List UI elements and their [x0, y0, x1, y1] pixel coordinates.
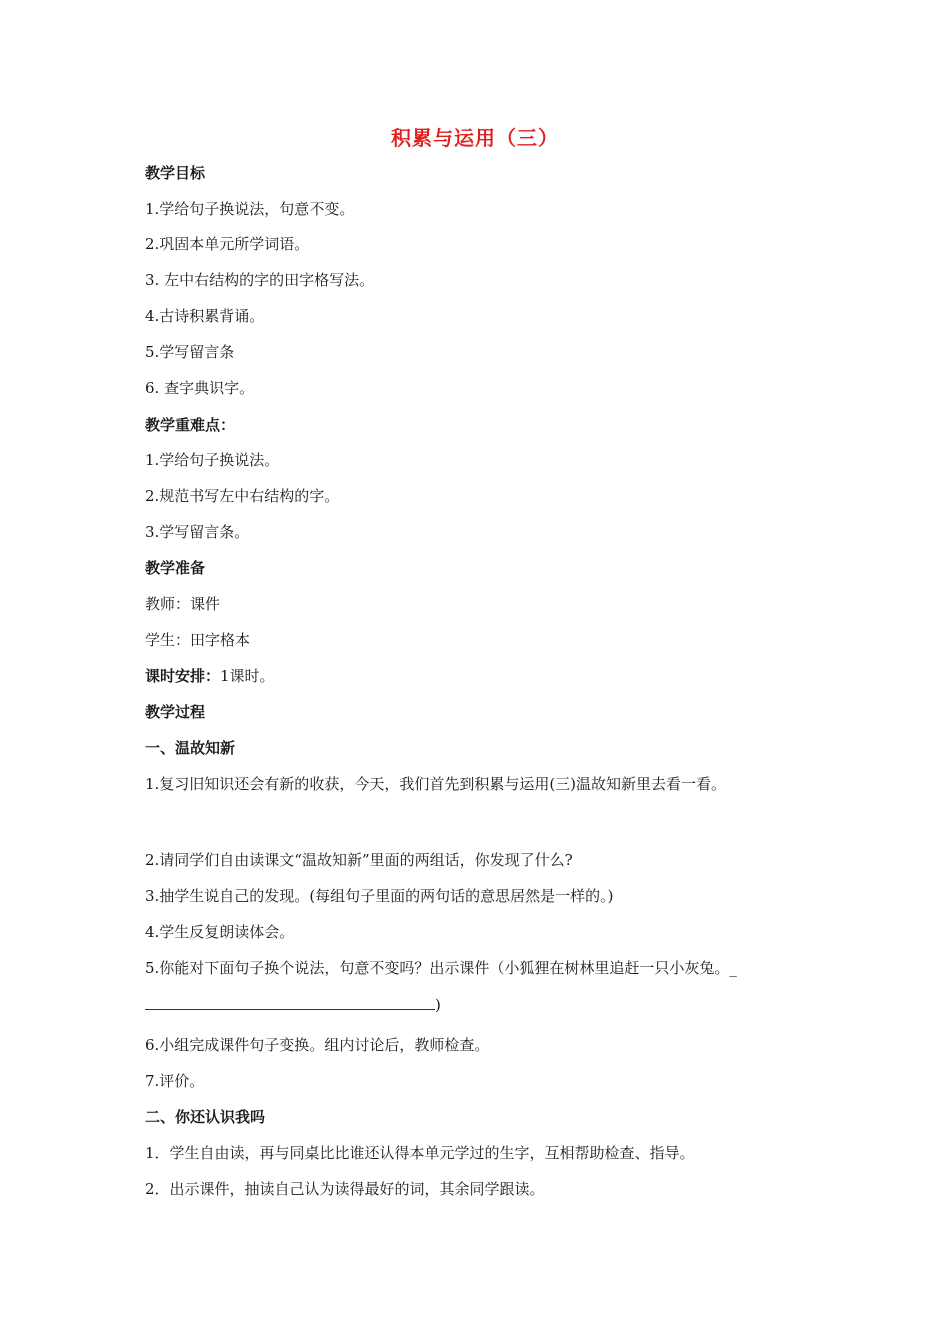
part2-item: 2．出示课件，抽读自己认为读得最好的词，其余同学跟读。 [145, 1180, 545, 1198]
schedule-line [145, 666, 275, 686]
part1-item: 7.评价。 [145, 1072, 205, 1090]
closing-paren: ) [435, 996, 441, 1014]
page-title: 积累与运用（三） [391, 126, 559, 150]
part1-item: 2.请同学们自由读课文“温故知新”里面的两组话，你发现了什么? [145, 851, 573, 869]
part1-heading: 一、温故知新 [145, 739, 236, 757]
goals-heading: 教学目标 [145, 164, 206, 182]
part1-item: 4.学生反复朗读体会。 [145, 923, 295, 941]
goal-item: 5.学写留言条 [145, 343, 235, 361]
prep-heading: 教学准备 [145, 559, 206, 577]
key-point-item: 3.学写留言条。 [145, 523, 250, 541]
part1-item: 6.小组完成课件句子变换。组内讨论后，教师检查。 [145, 1036, 490, 1054]
goal-item: 1.学给句子换说法，句意不变。 [145, 200, 355, 218]
key-point-item: 2.规范书写左中右结构的字。 [145, 487, 340, 505]
part1-item: 5.你能对下面句子换个说法，句意不变吗？出示课件（小狐狸在树林里追赶一只小灰兔。_ [145, 959, 737, 977]
key-points-heading: 教学重难点： [145, 416, 236, 434]
goal-item: 2.巩固本单元所学词语。 [145, 235, 310, 253]
goal-item: 6. 查字典识字。 [145, 379, 255, 397]
part2-heading: 二、你还认识我吗 [145, 1108, 266, 1126]
key-point-item: 1.学给句子换说法。 [145, 451, 280, 469]
schedule-value: 1课时。 [220, 667, 275, 685]
prep-item: 学生：田字格本 [145, 631, 251, 649]
process-heading: 教学过程 [145, 703, 206, 721]
goal-item: 4.古诗积累背诵。 [145, 307, 265, 325]
prep-item: 教师：课件 [145, 595, 221, 613]
part1-item: 1.复习旧知识还会有新的收获，今天，我们首先到积累与运用(三)温故知新里去看一看。 [145, 775, 727, 793]
answer-blank [145, 995, 435, 1010]
answer-blank-line [145, 995, 441, 1015]
part1-item: 3.抽学生说自己的发现。(每组句子里面的两句话的意思居然是一样的。) [145, 887, 614, 905]
part2-item: 1．学生自由读，再与同桌比比谁还认得本单元学过的生字，互相帮助检查、指导。 [145, 1144, 695, 1162]
schedule-label: 课时安排： [145, 667, 221, 685]
goal-item: 3. 左中右结构的字的田字格写法。 [145, 271, 375, 289]
